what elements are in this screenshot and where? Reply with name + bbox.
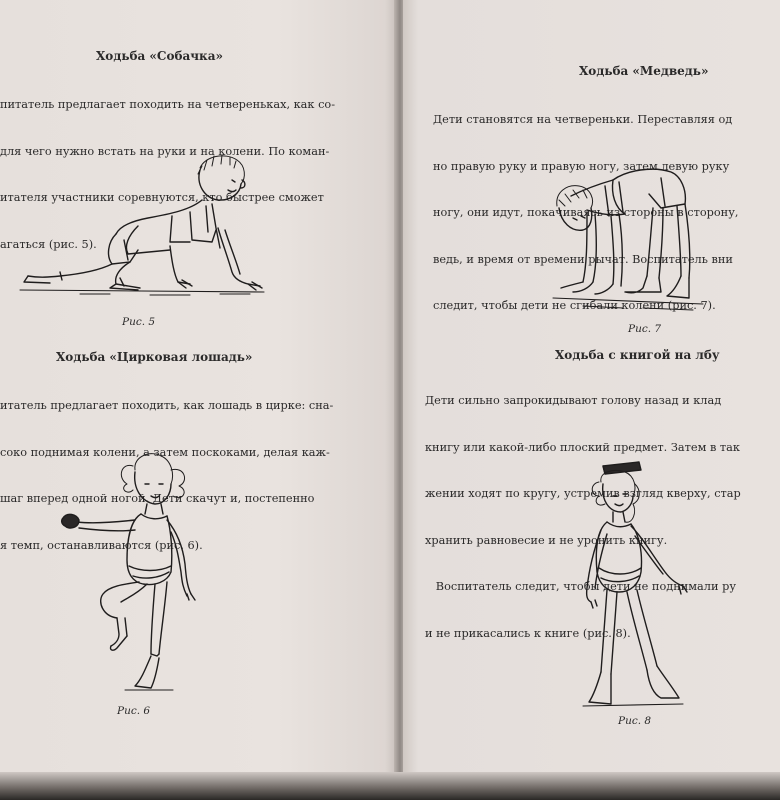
text-line: жении ходят по кругу, устремив взгляд кверху, стар bbox=[425, 487, 741, 500]
section-title-s-knigoy: Ходьба с книгой на лбу bbox=[555, 348, 720, 362]
section-title-medved: Ходьба «Медведь» bbox=[579, 64, 709, 78]
text-line: питатель предлагает походить на четвереньках, как со- bbox=[0, 98, 336, 111]
right-page bbox=[403, 0, 780, 800]
text-line: но правую руку и правую ногу, затем левую руку bbox=[433, 159, 730, 173]
text-line: я темп, останавливаются (рис. 6). bbox=[0, 538, 203, 552]
caption-fig-5: Рис. 5 bbox=[122, 316, 156, 328]
text-line: итателя участники соревнуются, кто быстрее сможет bbox=[0, 191, 324, 204]
caption-fig-8: Рис. 8 bbox=[618, 715, 652, 727]
text-line: ведь, и время от времени рычат. Воспитатель вни bbox=[433, 252, 733, 266]
text-line: и не прикасались к книге (рис. 8). bbox=[425, 626, 631, 640]
text-line: агаться (рис. 5). bbox=[0, 237, 97, 251]
text-line: хранить равновесие и не уронить книгу. bbox=[425, 533, 668, 547]
section-title-sobachka: Ходьба «Собачка» bbox=[96, 49, 223, 63]
section-title-tsirkovaya-loshad: Ходьба «Цирковая лошадь» bbox=[56, 350, 253, 364]
figure-7-bear-walk bbox=[553, 160, 703, 320]
caption-fig-6: Рис. 6 bbox=[117, 705, 151, 717]
text-line: шаг вперед одной ногой. Дети скачут и, постепенно bbox=[0, 492, 315, 505]
text-line: Дети сильно запрокидывают голову назад и клад bbox=[425, 394, 722, 407]
figure-6-prancing-girl bbox=[55, 448, 205, 696]
text-line: для чего нужно встать на руки и на колени. По коман- bbox=[0, 144, 330, 158]
caption-fig-7: Рис. 7 bbox=[628, 323, 662, 335]
text-line: Дети становятся на четвереньки. Переставляя од bbox=[433, 113, 733, 126]
text-line: книгу или какой-либо плоский предмет. Затем в так bbox=[425, 440, 740, 454]
text-line: Воспитатель следит, чтобы дети не поднимали ру bbox=[425, 580, 736, 593]
book-bottom-edge bbox=[0, 772, 780, 800]
figure-8-girl-with-book bbox=[583, 460, 703, 712]
text-line: итатель предлагает походить, как лошадь в цирке: сна- bbox=[0, 399, 334, 412]
text-line: следит, чтобы дети не сгибали колени (рис. 7). bbox=[433, 299, 716, 312]
text-line: ногу, они идут, покачиваясь из стороны в сторону, bbox=[433, 206, 739, 219]
text-line: соко поднимая колени, а затем поскоками, делая каж- bbox=[0, 445, 330, 459]
figure-5-crawling-child bbox=[20, 150, 270, 305]
